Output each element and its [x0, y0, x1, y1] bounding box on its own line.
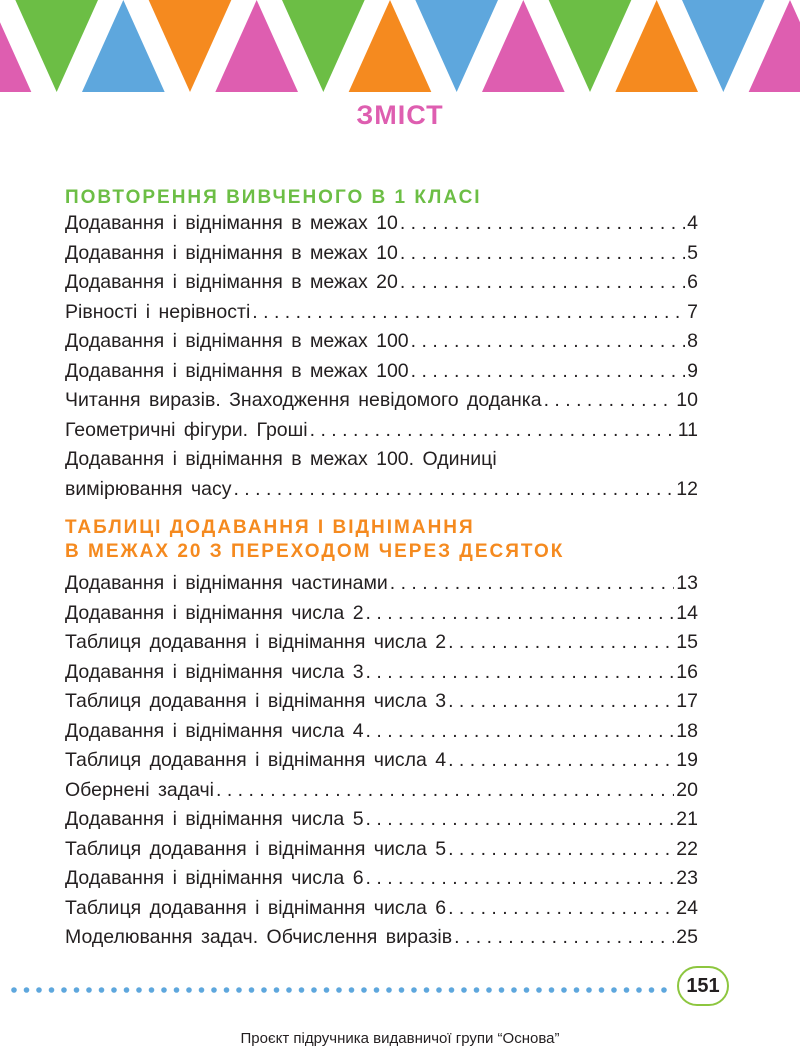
banner-triangle	[615, 0, 698, 92]
dot-leader	[366, 718, 675, 744]
dot-leader	[411, 328, 685, 354]
divider-dot	[386, 987, 392, 993]
banner-triangle	[149, 0, 232, 92]
divider-dot	[174, 987, 180, 993]
divider-dot	[24, 987, 30, 993]
toc-entry-title: Додавання і віднімання числа 3	[65, 660, 364, 683]
divider-dot	[486, 987, 492, 993]
divider-dot	[286, 987, 292, 993]
divider-dot	[99, 987, 105, 993]
toc-entry	[65, 566, 698, 596]
toc-entry-title: Таблиця додавання і віднімання числа 3	[65, 690, 447, 712]
toc-entry-page: 17	[676, 690, 698, 712]
dot-leader	[448, 629, 674, 655]
toc-entry-page: 23	[676, 867, 698, 889]
dotted-divider	[0, 976, 680, 1006]
divider-dot	[186, 987, 192, 993]
dot-leader	[400, 210, 685, 236]
divider-dot	[311, 987, 317, 993]
divider-dot	[574, 987, 580, 993]
section-heading-2-line-1: ТАБЛИЦІ ДОДАВАННЯ І ВІДНІМАННЯ	[65, 517, 475, 538]
dot-leader	[448, 688, 674, 714]
divider-dot	[649, 987, 655, 993]
divider-dot	[511, 987, 517, 993]
divider-dot	[224, 987, 230, 993]
toc-entry	[65, 861, 698, 891]
banner-triangle	[282, 0, 365, 92]
toc-entry-page: 22	[676, 837, 698, 860]
dot-leader	[366, 659, 675, 685]
divider-dot	[324, 987, 330, 993]
toc-entry	[65, 383, 698, 413]
dot-leader	[448, 895, 674, 921]
toc-entry-title: Геометричні фігури. Гроші	[65, 418, 308, 441]
toc-entry	[65, 295, 698, 325]
toc-entry-page: 24	[676, 896, 698, 919]
toc-entry	[65, 714, 698, 744]
dot-leader	[233, 476, 674, 502]
dot-leader	[411, 358, 685, 384]
banner-triangle	[549, 0, 632, 92]
dot-leader	[366, 600, 675, 626]
dot-leader	[448, 836, 674, 862]
divider-dot	[36, 987, 42, 993]
toc-entry	[65, 324, 698, 354]
dot-leader	[366, 806, 675, 832]
dot-leader	[400, 269, 685, 295]
divider-dot	[411, 987, 417, 993]
toc-entry-page: 14	[676, 601, 698, 624]
divider-dot	[349, 987, 355, 993]
divider-dot	[424, 987, 430, 993]
toc-entry-title: Додавання і віднімання частинами	[65, 572, 388, 594]
toc-entry-page: 4	[687, 212, 698, 234]
toc-entry	[65, 265, 698, 295]
divider-dot	[299, 987, 305, 993]
toc-entry	[65, 743, 698, 773]
divider-dot	[149, 987, 155, 993]
toc-entry-page: 8	[687, 330, 698, 352]
banner-triangle	[682, 0, 765, 92]
toc-entry-title: Додавання і віднімання в межах 100	[65, 330, 409, 352]
divider-dot	[336, 987, 342, 993]
divider-dot	[499, 987, 505, 993]
divider-dot	[136, 987, 142, 993]
toc-entry	[65, 236, 698, 266]
toc-entry-page: 9	[687, 359, 698, 382]
toc-entry-page: 21	[676, 808, 698, 830]
toc-entry	[65, 354, 698, 384]
dot-leader	[400, 240, 685, 266]
toc-entry-page: 16	[676, 660, 698, 683]
toc-entry-title: Додавання і віднімання числа 5	[65, 808, 364, 830]
toc-entry-page: 6	[687, 271, 698, 293]
banner-triangle	[415, 0, 498, 92]
banner-triangle	[82, 0, 165, 92]
toc-entry-page: 7	[687, 300, 698, 323]
divider-dot	[561, 987, 567, 993]
toc-entry-title: вимірювання часу	[65, 478, 232, 500]
toc-entry	[65, 655, 698, 685]
toc-entry-page: 5	[687, 241, 698, 264]
toc-entry-title: Таблиця додавання і віднімання числа 5	[65, 837, 447, 860]
divider-dot	[449, 987, 455, 993]
toc-entry-page: 18	[676, 719, 698, 742]
divider-dot	[399, 987, 405, 993]
divider-dot	[524, 987, 530, 993]
toc-entry	[65, 832, 698, 862]
toc-entry	[65, 206, 698, 236]
toc-entry-title: Обернені задачі	[65, 778, 215, 801]
toc-entry-title: Таблиця додавання і віднімання числа 4	[65, 749, 447, 771]
dot-leader	[366, 865, 675, 891]
toc-entry-title: Додавання і віднімання числа 6	[65, 867, 364, 889]
toc-entry-title: Таблиця додавання і віднімання числа 6	[65, 896, 447, 919]
divider-dot	[236, 987, 242, 993]
divider-dot	[249, 987, 255, 993]
page-number: 151	[686, 974, 720, 997]
divider-dot	[536, 987, 542, 993]
divider-dot	[474, 987, 480, 993]
toc-entry	[65, 802, 698, 832]
section-heading-1-line-1: ПОВТОРЕННЯ ВИВЧЕНОГО В 1 КЛАСІ	[65, 187, 482, 208]
banner-triangle	[482, 0, 565, 92]
divider-dot	[124, 987, 130, 993]
divider-dot	[111, 987, 117, 993]
toc-entry-page: 15	[676, 631, 698, 653]
divider-dot	[211, 987, 217, 993]
divider-dot	[161, 987, 167, 993]
toc-entry	[65, 596, 698, 626]
section-heading-2	[65, 516, 564, 564]
footer-text: Проєкт підручника видавничої групи “Основа”	[240, 1030, 560, 1047]
toc-entry	[65, 413, 698, 443]
toc-entry-title: Додавання і віднімання числа 2	[65, 601, 364, 624]
toc-entry-title: Таблиця додавання і віднімання числа 2	[65, 631, 447, 653]
dot-leader	[390, 570, 675, 596]
divider-dot	[549, 987, 555, 993]
divider-dot	[11, 987, 17, 993]
toc-entry	[65, 472, 698, 502]
divider-dot	[461, 987, 467, 993]
toc-entry-page: 20	[676, 778, 698, 801]
toc-entry	[65, 625, 698, 655]
dot-leader	[454, 924, 674, 950]
divider-dot	[86, 987, 92, 993]
banner-triangle	[349, 0, 432, 92]
divider-dot	[199, 987, 205, 993]
toc-entry	[65, 684, 698, 714]
toc-entry-title: Моделювання задач. Обчислення виразів	[65, 926, 453, 948]
toc-entry-page: 25	[676, 926, 698, 948]
banner-triangle	[215, 0, 298, 92]
divider-dot	[436, 987, 442, 993]
section-heading-2-line-2: В МЕЖАХ 20 З ПЕРЕХОДОМ ЧЕРЕЗ ДЕСЯТОК	[65, 541, 565, 562]
divider-dot	[61, 987, 67, 993]
divider-dot	[599, 987, 605, 993]
divider-dot	[261, 987, 267, 993]
toc-entry-page: 10	[676, 389, 698, 411]
page-title: ЗМІСТ	[356, 100, 444, 130]
divider-dot	[661, 987, 667, 993]
dot-leader	[544, 387, 675, 413]
banner-triangle	[15, 0, 98, 92]
divider-dot	[274, 987, 280, 993]
toc-entry	[65, 891, 698, 921]
divider-dot	[586, 987, 592, 993]
dot-leader	[448, 747, 674, 773]
toc-entry-page: 11	[677, 418, 698, 441]
divider-dot	[636, 987, 642, 993]
toc-entry-first-line: Додавання і віднімання в межах 100. Одиниці	[65, 448, 497, 470]
divider-dot	[49, 987, 55, 993]
divider-dot	[361, 987, 367, 993]
toc-entry-title: Рівності і нерівності	[65, 300, 251, 323]
toc-entry-page: 12	[676, 478, 698, 500]
toc-entry	[65, 773, 698, 803]
toc-entry-title: Читання виразів. Знаходження невідомого доданка	[65, 389, 542, 411]
divider-dot	[374, 987, 380, 993]
toc-entry-title: Додавання і віднімання числа 4	[65, 719, 364, 742]
toc-entry-title: Додавання і віднімання в межах 100	[65, 359, 409, 382]
toc-entry-page: 19	[676, 749, 698, 771]
toc-entry-title: Додавання і віднімання в межах 10	[65, 241, 398, 264]
toc-entry-title: Додавання і віднімання в межах 20	[65, 271, 398, 293]
page-number-badge	[677, 966, 729, 1006]
divider-dot	[611, 987, 617, 993]
dot-leader	[252, 299, 685, 325]
dot-leader	[310, 417, 676, 443]
dot-leader	[216, 777, 674, 803]
decorative-banner	[0, 0, 800, 92]
divider-dot	[74, 987, 80, 993]
toc-entry	[65, 920, 698, 950]
divider-dot	[624, 987, 630, 993]
toc-entry-title: Додавання і віднімання в межах 10	[65, 212, 398, 234]
toc-entry-page: 13	[676, 572, 698, 594]
